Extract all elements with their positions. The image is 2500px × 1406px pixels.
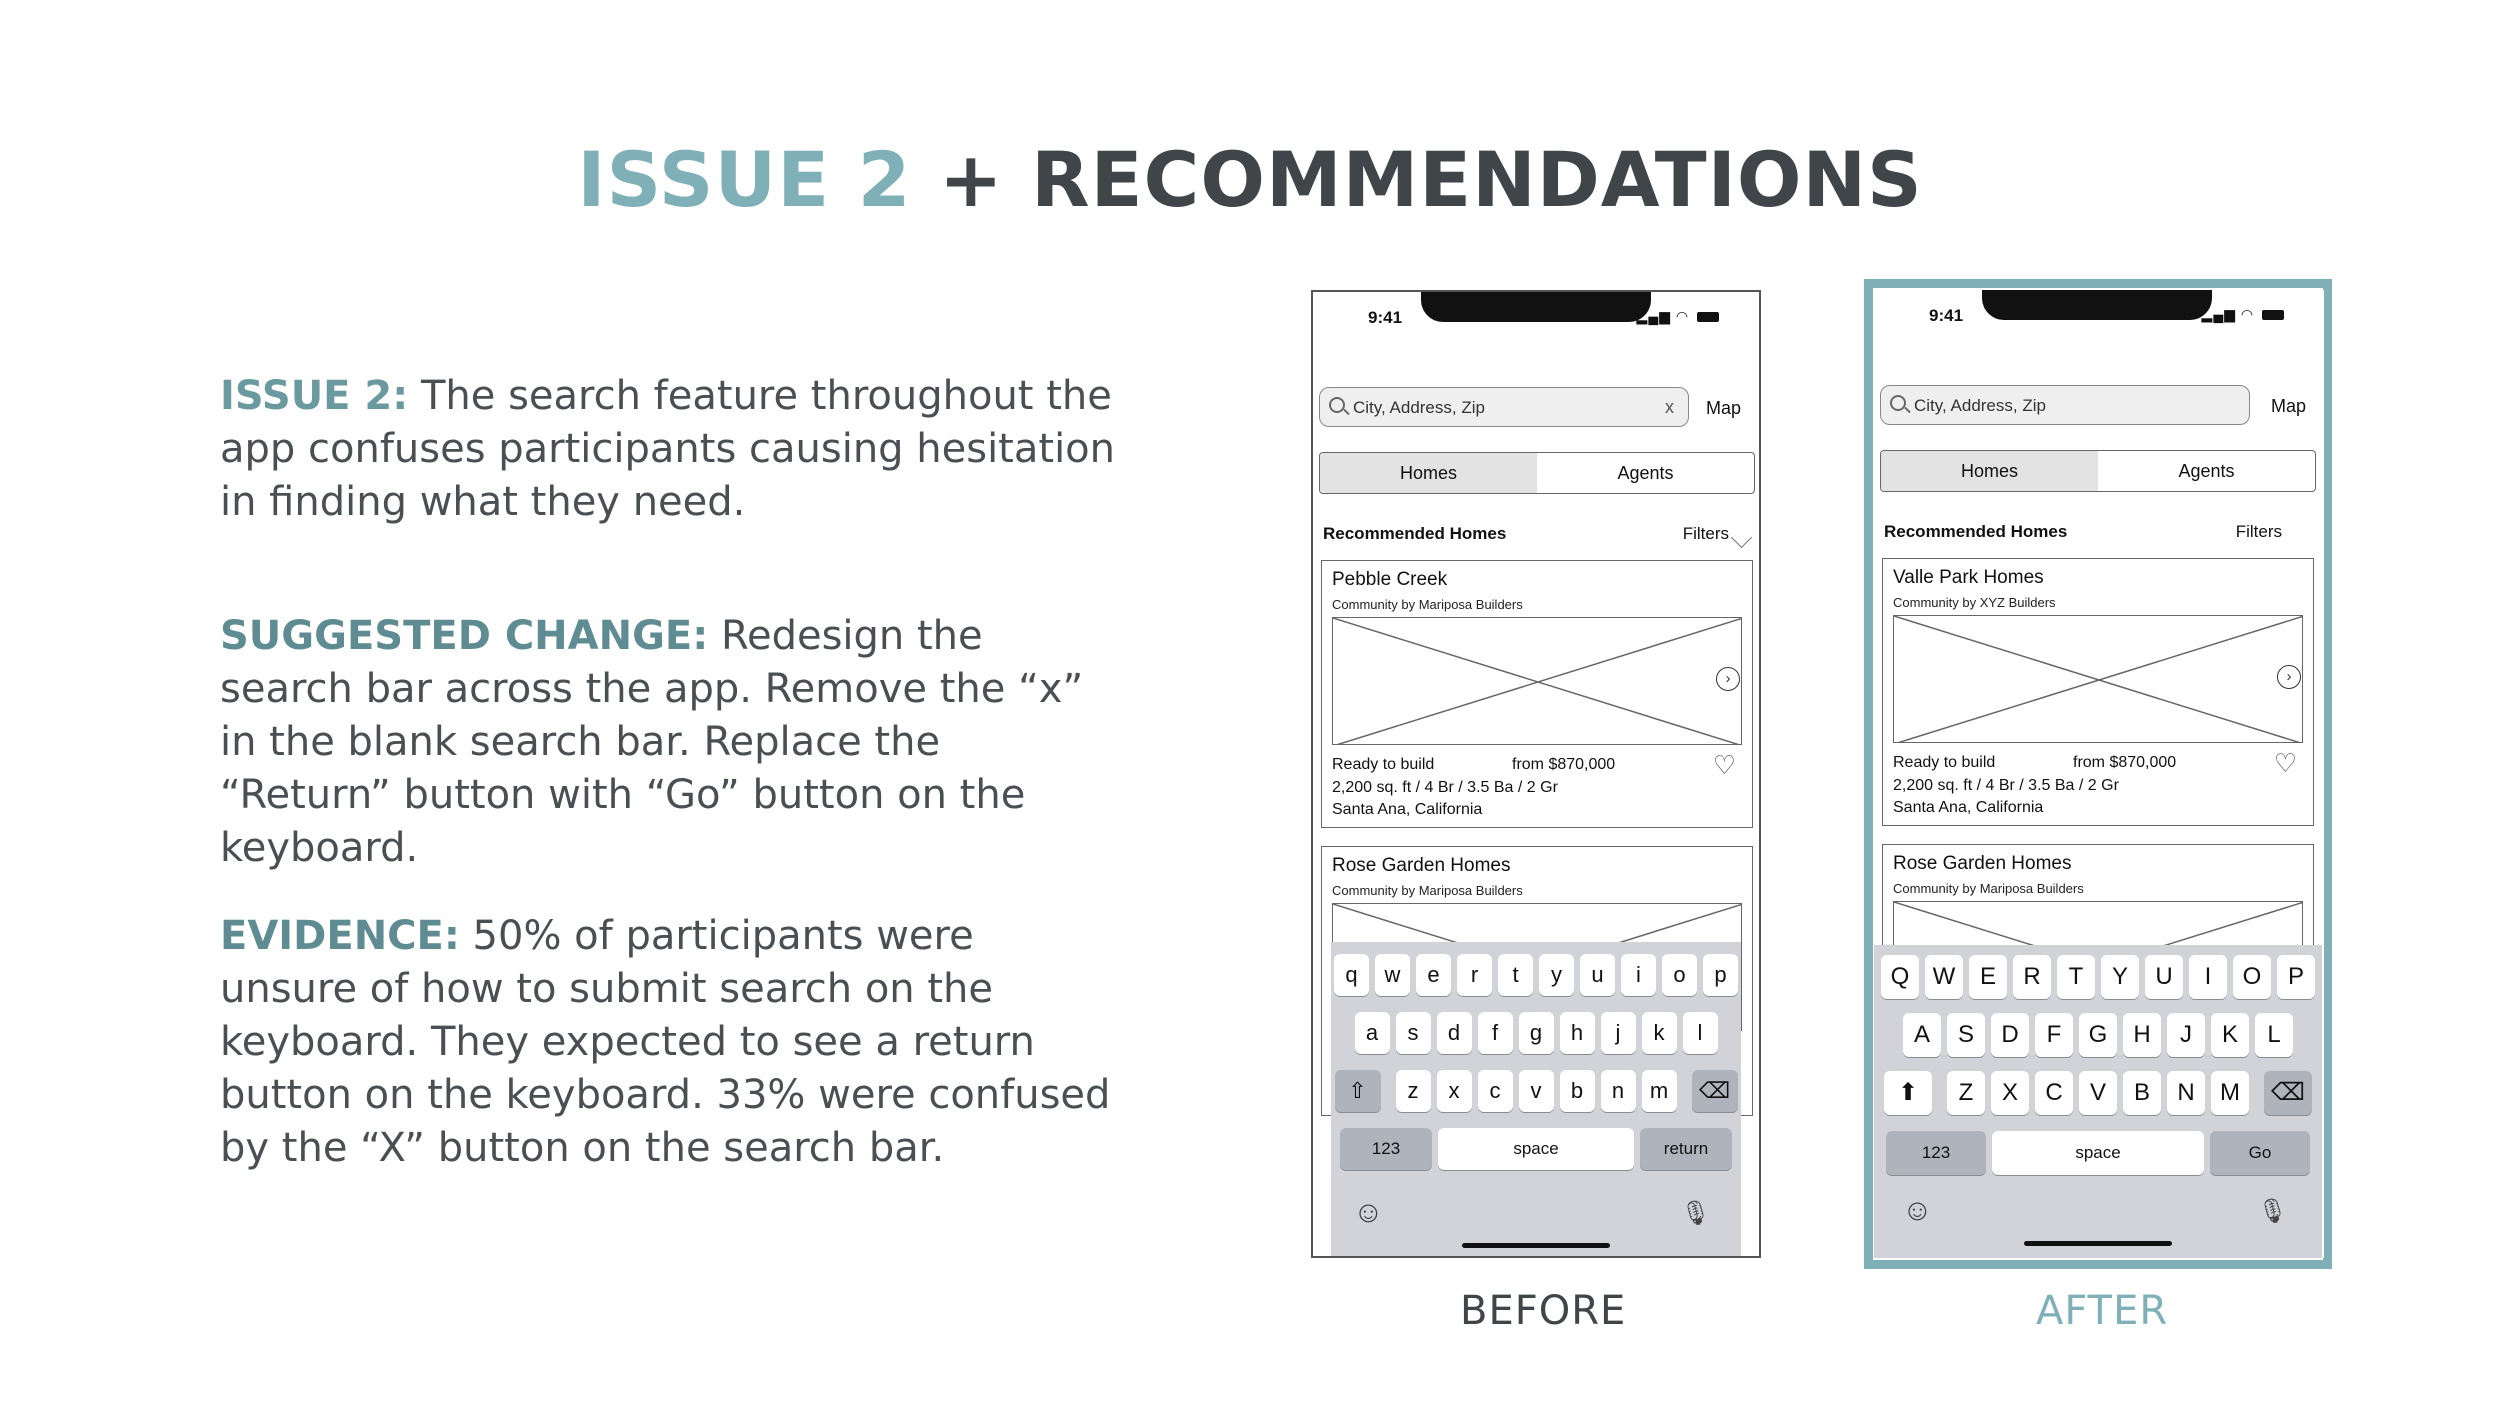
keyboard xyxy=(1874,945,2322,1258)
key[interactable]: i xyxy=(1621,954,1656,996)
key[interactable]: b xyxy=(1560,1070,1595,1112)
home-community: Community by XYZ Builders xyxy=(1893,595,2056,610)
home-price: from $870,000 xyxy=(2073,754,2177,771)
tab-agents[interactable]: Agents xyxy=(2178,461,2235,481)
suggested-change-paragraph xyxy=(220,610,1120,875)
after-phone-mockup xyxy=(1874,290,2324,1258)
next-arrow-icon[interactable]: › xyxy=(1716,667,1740,691)
evidence-paragraph xyxy=(220,910,1120,1175)
key[interactable]: q xyxy=(1334,954,1369,996)
keyboard-row-1 xyxy=(1874,955,2322,999)
status-icons xyxy=(1637,308,1719,325)
search-placeholder: City, Address, Zip xyxy=(1914,396,2046,415)
issue-lead: ISSUE 2: xyxy=(220,373,409,419)
home-card[interactable] xyxy=(1321,560,1753,828)
home-community: Community by Mariposa Builders xyxy=(1332,597,1523,612)
space-key[interactable]: space xyxy=(1992,1131,2204,1175)
home-community: Community by Mariposa Builders xyxy=(1332,883,1523,898)
battery-icon xyxy=(2262,310,2284,320)
key[interactable]: A xyxy=(1903,1013,1941,1057)
suggest-lead: SUGGESTED CHANGE: xyxy=(220,613,709,659)
home-indicator xyxy=(1462,1243,1610,1248)
key[interactable]: G xyxy=(2079,1013,2117,1057)
home-specs: 2,200 sq. ft / 4 Br / 3.5 Ba / 2 Gr xyxy=(1893,777,2119,794)
home-specs: 2,200 sq. ft / 4 Br / 3.5 Ba / 2 Gr xyxy=(1332,779,1558,796)
key[interactable]: O xyxy=(2233,955,2271,999)
tab-homes[interactable]: Homes xyxy=(1881,451,2098,491)
title-accent: ISSUE 2 xyxy=(577,135,912,224)
before-label: BEFORE xyxy=(1460,1288,1627,1334)
microphone-icon[interactable]: 🎙 xyxy=(1680,1200,1711,1227)
signal-icon: ▂▄▆ xyxy=(2201,306,2236,322)
key[interactable]: U xyxy=(2145,955,2183,999)
map-link[interactable]: Map xyxy=(1705,398,1741,418)
key[interactable]: j xyxy=(1601,1012,1636,1054)
search-input[interactable] xyxy=(1319,387,1689,427)
home-name: Pebble Creek xyxy=(1332,569,1448,590)
key[interactable]: W xyxy=(1925,955,1963,999)
home-location: Santa Ana, California xyxy=(1332,801,1483,818)
home-name: Valle Park Homes xyxy=(1893,567,2044,588)
go-key[interactable]: Go xyxy=(2210,1131,2310,1175)
shift-key[interactable]: ⬆ xyxy=(1884,1071,1932,1115)
key[interactable]: Z xyxy=(1947,1071,1985,1115)
key[interactable]: k xyxy=(1642,1012,1677,1054)
key[interactable]: u xyxy=(1580,954,1615,996)
home-status: Ready to build xyxy=(1893,754,1996,771)
key[interactable]: y xyxy=(1539,954,1574,996)
key[interactable]: E xyxy=(1969,955,2007,999)
notch xyxy=(1982,290,2212,320)
section-title: Recommended Homes xyxy=(1323,524,1507,543)
home-community: Community by Mariposa Builders xyxy=(1893,881,2084,896)
heart-icon[interactable]: ♡ xyxy=(1712,750,1736,780)
key[interactable]: w xyxy=(1375,954,1410,996)
home-name: Rose Garden Homes xyxy=(1893,853,2072,874)
key[interactable]: J xyxy=(2167,1013,2205,1057)
key[interactable]: L xyxy=(2255,1013,2293,1057)
key[interactable]: M xyxy=(2211,1071,2249,1115)
section-title: Recommended Homes xyxy=(1884,522,2068,541)
before-phone-mockup xyxy=(1311,290,1761,1258)
keyboard-row-1 xyxy=(1331,954,1741,996)
emoji-icon[interactable]: ☺ xyxy=(1353,1196,1384,1229)
key[interactable]: X xyxy=(1991,1071,2029,1115)
key[interactable]: x xyxy=(1437,1070,1472,1112)
key[interactable]: B xyxy=(2123,1071,2161,1115)
evidence-lead: EVIDENCE: xyxy=(220,913,460,959)
chevron-down-icon[interactable] xyxy=(1731,527,1752,548)
shift-key[interactable]: ⇧ xyxy=(1335,1070,1381,1112)
return-key[interactable]: return xyxy=(1640,1128,1732,1170)
map-link[interactable]: Map xyxy=(2270,396,2306,416)
key[interactable]: Y xyxy=(2101,955,2139,999)
filters-button[interactable]: Filters xyxy=(2235,522,2282,541)
key[interactable]: N xyxy=(2167,1071,2205,1115)
evidence-text: 50% of participants were unsure of how to submit search on the keyboard. They expected to see a return button on the keyboard. 33% were confused by the “X” button on the search bar. xyxy=(220,913,1111,1171)
keyboard-row-3 xyxy=(1874,1071,2322,1115)
key[interactable]: s xyxy=(1396,1012,1431,1054)
numbers-key[interactable]: 123 xyxy=(1340,1128,1432,1170)
space-key[interactable]: space xyxy=(1438,1128,1634,1170)
key[interactable]: v xyxy=(1519,1070,1554,1112)
home-name: Rose Garden Homes xyxy=(1332,855,1511,876)
image-placeholder xyxy=(1332,617,1742,745)
keyboard-row-4 xyxy=(1331,1128,1741,1170)
wifi-icon: ◠ xyxy=(1675,308,1690,324)
key[interactable]: p xyxy=(1703,954,1738,996)
status-time: 9:41 xyxy=(1368,308,1403,327)
key[interactable]: c xyxy=(1478,1070,1513,1112)
keyboard-row-3 xyxy=(1331,1070,1741,1112)
keyboard xyxy=(1331,942,1741,1258)
key[interactable]: Q xyxy=(1881,955,1919,999)
key[interactable]: r xyxy=(1457,954,1492,996)
key[interactable]: o xyxy=(1662,954,1697,996)
home-price: from $870,000 xyxy=(1512,756,1616,773)
search-placeholder: City, Address, Zip xyxy=(1353,398,1485,417)
numbers-key[interactable]: 123 xyxy=(1886,1131,1986,1175)
filters-button[interactable]: Filters xyxy=(1682,524,1729,543)
status-icons xyxy=(2202,306,2284,323)
keyboard-row-4 xyxy=(1874,1131,2322,1175)
next-arrow-icon[interactable]: › xyxy=(2277,665,2301,689)
homes-agents-toggle xyxy=(1880,450,2316,492)
issue-text: The search feature throughout the app confuses participants causing hesitation in finding what they need. xyxy=(220,373,1115,525)
key[interactable]: n xyxy=(1601,1070,1636,1112)
key[interactable]: V xyxy=(2079,1071,2117,1115)
home-location: Santa Ana, California xyxy=(1893,799,2044,816)
delete-key[interactable]: ⌫ xyxy=(2264,1071,2312,1115)
search-icon xyxy=(1890,395,1906,411)
key[interactable]: C xyxy=(2035,1071,2073,1115)
key[interactable]: T xyxy=(2057,955,2095,999)
clear-search-button[interactable]: x xyxy=(1665,397,1674,417)
signal-icon: ▂▄▆ xyxy=(1636,308,1671,324)
key[interactable]: f xyxy=(1478,1012,1513,1054)
tab-homes[interactable]: Homes xyxy=(1320,453,1537,493)
title-rest: + RECOMMENDATIONS xyxy=(938,135,1923,224)
image-placeholder xyxy=(1893,615,2303,743)
key[interactable]: S xyxy=(1947,1013,1985,1057)
keyboard-row-2 xyxy=(1874,1013,2322,1057)
key[interactable]: R xyxy=(2013,955,2051,999)
heart-icon[interactable]: ♡ xyxy=(2273,748,2297,778)
after-label: AFTER xyxy=(2036,1288,2169,1334)
key[interactable]: g xyxy=(1519,1012,1554,1054)
key[interactable]: K xyxy=(2211,1013,2249,1057)
battery-icon xyxy=(1697,312,1719,322)
search-input[interactable] xyxy=(1880,385,2250,425)
home-indicator xyxy=(2024,1241,2172,1246)
key[interactable]: d xyxy=(1437,1012,1472,1054)
home-card[interactable] xyxy=(1882,558,2314,826)
key[interactable]: P xyxy=(2277,955,2315,999)
issue-paragraph xyxy=(220,370,1120,529)
key[interactable]: a xyxy=(1355,1012,1390,1054)
home-status: Ready to build xyxy=(1332,756,1435,773)
wifi-icon: ◠ xyxy=(2240,306,2255,322)
status-time: 9:41 xyxy=(1929,306,1964,325)
homes-agents-toggle xyxy=(1319,452,1755,494)
keyboard-row-2 xyxy=(1331,1012,1741,1054)
key[interactable]: D xyxy=(1991,1013,2029,1057)
key[interactable]: l xyxy=(1683,1012,1718,1054)
key[interactable]: z xyxy=(1396,1070,1431,1112)
delete-key[interactable]: ⌫ xyxy=(1692,1070,1738,1112)
key[interactable]: H xyxy=(2123,1013,2161,1057)
key[interactable]: m xyxy=(1642,1070,1677,1112)
key[interactable]: e xyxy=(1416,954,1451,996)
suggest-text: Redesign the search bar across the app. Remove the “x” in the blank search bar. Replace the “Return” button with “Go” button on the keyboard. xyxy=(220,613,1084,871)
key[interactable]: t xyxy=(1498,954,1533,996)
key[interactable]: h xyxy=(1560,1012,1595,1054)
key[interactable]: F xyxy=(2035,1013,2073,1057)
emoji-icon[interactable]: ☺ xyxy=(1902,1194,1933,1227)
microphone-icon[interactable]: 🎙 xyxy=(2257,1198,2288,1225)
tab-agents[interactable]: Agents xyxy=(1617,463,1674,483)
notch xyxy=(1421,292,1651,322)
key[interactable]: I xyxy=(2189,955,2227,999)
search-icon xyxy=(1329,397,1345,413)
slide-title xyxy=(0,135,2500,224)
